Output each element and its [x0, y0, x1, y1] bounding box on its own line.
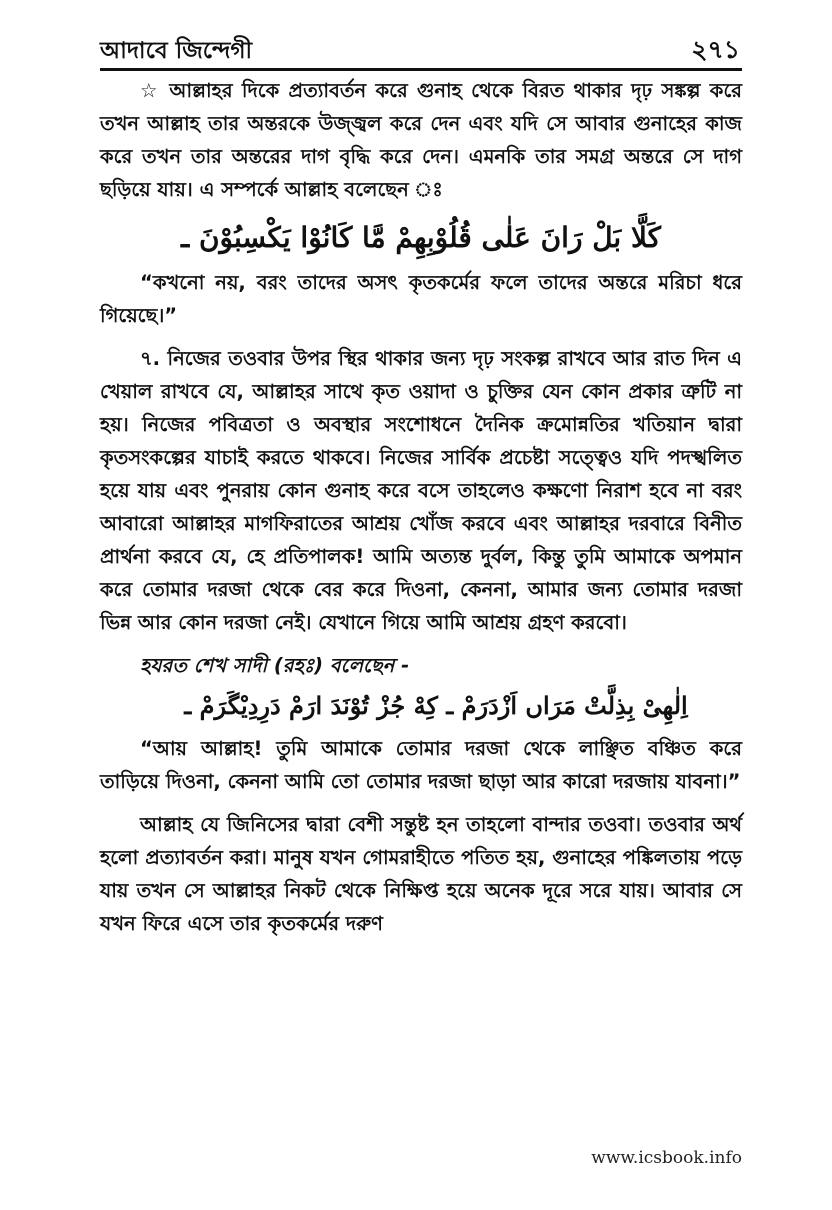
page-number: ২৭১ — [691, 35, 740, 64]
spacer — [100, 639, 742, 649]
saadi-quote-intro: হযরত শেখ সাদী (রহঃ) বলেছেন - — [140, 654, 410, 677]
paragraph-intro: ☆ আল্লাহর দিকে প্রত্যাবর্তন করে গুনাহ থেকে বিরত থাকার দৃঢ় সঙ্কল্প করে তখন আল্লাহ তার অন্তরকে উজ্জ্বল করে দেন এবং যদি সে আবার গুনাহের কাজ করে তখন তার অন্তরের দাগ বৃদ্ধি করে দেন। এমনকি তার সমগ্র অন্তরে সে দাগ ছড়িয়ে যায়। এ সম্পর্কে আল্লাহ বলেছেন ঃ — [100, 79, 742, 201]
book-title: আদাবে জিন্দেগী — [100, 38, 253, 64]
paragraph-tawbah: আল্লাহ যে জিনিসের দ্বারা বেশী সন্তুষ্ট হন তাহলো বান্দার তওবা। তওবার অর্থ হলো প্রত্যাবর্তন করা। মানুষ যখন গোমরাহীতে পতিত হয়, গুনাহের পঙ্কিলতায় পড়ে যায় তখন সে আল্লাহর নিকট থেকে নিক্ষিপ্ত হয়ে অনেক দূরে সরে যায়। আবার সে যখন ফিরে এসে তার কৃতকর্মের দরুণ — [100, 813, 742, 935]
persian-couplet: اِلٰهِىْ بِذِلَّتْ مَرَاں اَزْدَرَمْ ـ كِهْ جُزْ تُوْنَدَ ارَمْ دَرِدِيْگَرَمْ ـ — [184, 691, 688, 720]
paragraph-point-7: ৭. নিজের তওবার উপর স্থির থাকার জন্য দৃঢ় সংকল্প রাখবে আর রাত দিন এ খেয়াল রাখবে যে, আল্লাহর সাথে কৃত ওয়াদা ও চুক্তির যেন কোন প্রকার ত্রুটি না হয়। নিজের পবিত্রতা ও অবস্থার সংশোধনে দৈনিক ক্রমোন্নতির খতিয়ান দ্বারা কৃতসংকল্পের যাচাই করতে থাকবে। নিজের সার্বিক প্রচেষ্টা সত্ত্বেও যদি পদস্খলিত হয়ে যায় এবং পুনরায় কোন গুনাহ করে বসে তাহলেও কক্ষণো নিরাশ হবে না বরং আবারো আল্লাহর মাগফিরাতের আশ্রয় খোঁজ করবে এবং আল্লাহর দরবারে বিনীত প্রার্থনা করবে যে, হে প্রতিপালক! আমি অত্যন্ত দুর্বল, কিন্তু তুমি আমাকে অপমান করে তোমার দরজা থেকে বের করে দিওনা, কেননা, আমার জন্য তোমার দরজা ভিন্ন আর কোন দরজা নেই। যেখানে গিয়ে আমি আশ্রয় গ্রহণ করবো। — [100, 347, 742, 634]
page-body — [100, 74, 742, 940]
page-header — [100, 30, 740, 70]
spacer — [100, 798, 742, 808]
arabic-verse-1: كَلَّا بَلْ رَانَ عَلٰى قُلُوْبِهِمْ مَّا كَانُوْا يَكْسِبُوْنَ ـ — [181, 221, 661, 254]
spacer — [100, 332, 742, 342]
website-footer: www.icsbook.info — [591, 1148, 742, 1168]
translation-2: “আয় আল্লাহ! তুমি আমাকে তোমার দরজা থেকে লাঞ্ছিত বঞ্চিত করে তাড়িয়ে দিওনা, কেননা আমি তো তোমার দরজা ছাড়া আর কারো দরজায় যাবনা।” — [100, 737, 742, 793]
header-rule — [100, 68, 742, 71]
translation-1: “কখনো নয়, বরং তাদের অসৎ কৃতকর্মের ফলে তাদের অন্তরে মরিচা ধরে গিয়েছে।” — [100, 271, 742, 327]
